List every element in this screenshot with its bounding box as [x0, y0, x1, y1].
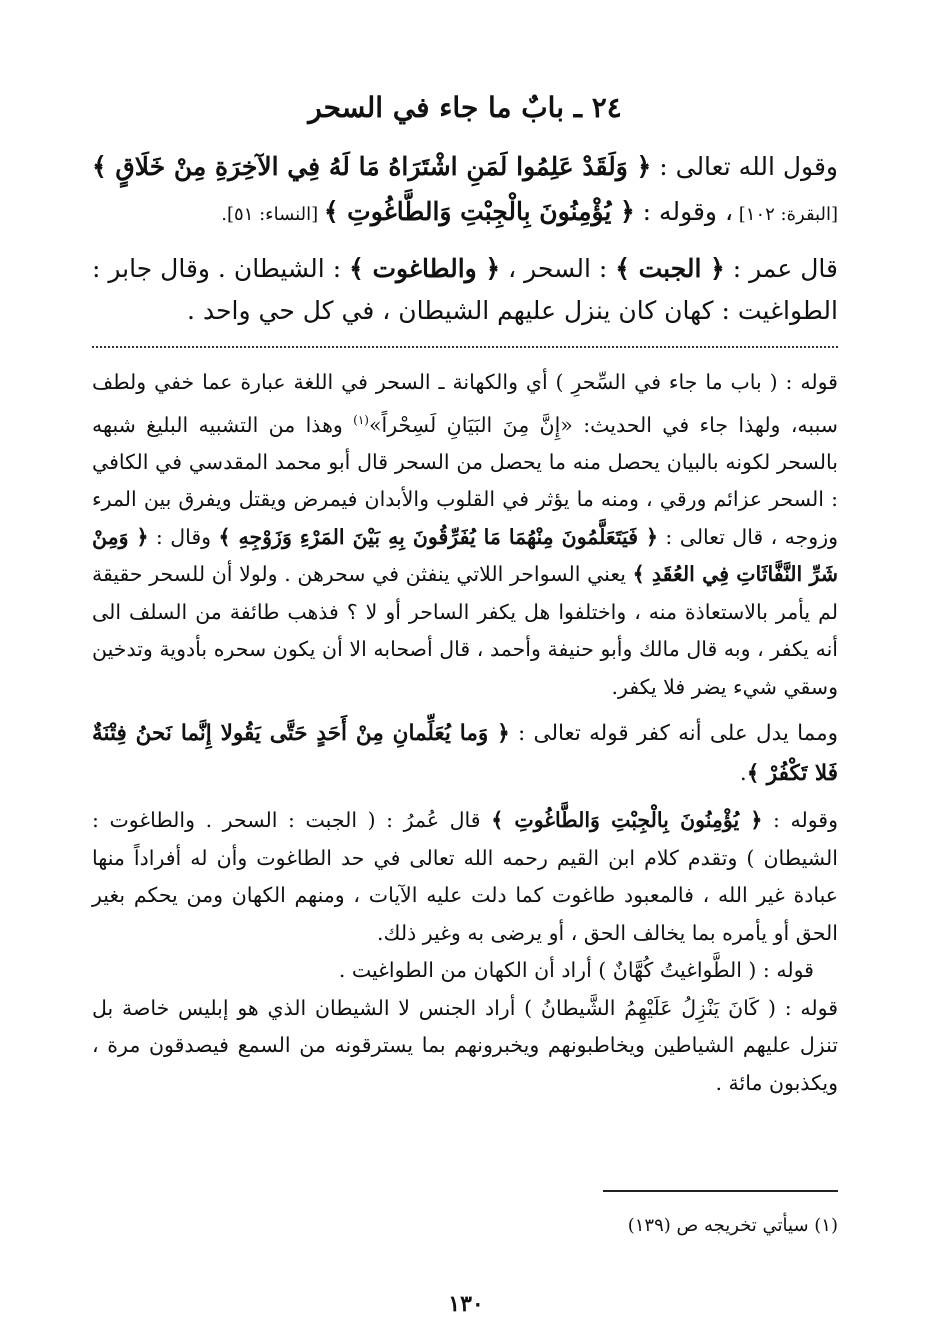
commentary-paragraph-1 [92, 364, 838, 706]
quoted-phrase: الطَّواغيتُ كُهَّانٌ [612, 958, 742, 983]
footnote-marker: (١) [353, 412, 369, 427]
commentary-text: ومما يدل على أنه كفر قوله تعالى : [509, 721, 838, 747]
matn-text: : السحر ، [500, 254, 616, 283]
matn-paragraph-2 [92, 248, 838, 332]
quran-ayah: ﴿ وَمِنْ شَرِّ النَّفَّاثَاتِ فِي العُقَدِ ﴾ [92, 524, 838, 587]
commentary-text: ) أراد أن الكهان من الطواغيت . [338, 958, 613, 983]
footnote: (١) سيأتي تخريجه ص (١٣٩) [627, 1215, 838, 1236]
matn-paragraph-1 [92, 146, 838, 236]
page-number: ١٣٠ [448, 1291, 484, 1317]
commentary-text: قوله : ( باب ما جاء في السِّحرِ ) أي والكهانة ـ السحر في اللغة عبارة عما خفي ولطف سببه، ولهذا جاء في الحديث: «إِنَّ مِنَ البَيَانِ لَسِحْراً» [92, 370, 838, 437]
commentary-paragraph-3 [92, 802, 838, 952]
commentary-paragraph-4 [92, 952, 838, 990]
quran-ayah: ﴿ وَما يُعَلِّمانِ مِنْ أَحَدٍ حَتَّى يَقُولا إِنَّما نَحنُ فِتْنَةٌ فَلا تَكْفُرْ ﴾ [92, 721, 838, 787]
commentary-text: قال عُمرُ : ( الجبت : السحر . والطاغوت : الشيطان ) وتقدم كلام ابن القيم رحمه الله تعالى في حد الطاغوت وأن له أفراداً منها عبادة غير الله ، فالمعبود طاغوت كما دلت عليه الآيات ، ومنهم الكهان ومن يحكم بغير الحق أو يأمره بما يخالف الحق ، أو يرضى به وغير ذلك. [92, 808, 838, 945]
commentary-text: قوله : ( [741, 958, 814, 983]
commentary-text: يعني السواحر اللاتي ينفثن في سحرهن . ولولا أن للسحر حقيقة لم يأمر بالاستعاذة منه ، واختلفوا هل يكفر الساحر أو لا ؟ فذهب طائفة من السلف الى أنه يكفر ، وبه قال مالك وأبو حنيفة وأحمد ، قال أصحابه الا أن يكون سحره بأدوية وتدخين وسقي شيء يضر فلا يكفر. [92, 562, 838, 699]
term-taghut: ﴿ والطاغوت ﴾ [349, 254, 501, 283]
quran-ayah: ﴿ فَيَتَعَلَّمُونَ مِنْهُمَا مَا يُفَرِّقُونَ بِهِ بَيْنَ المَرْءِ وَزَوْجِهِ ﴾ [218, 524, 659, 549]
matn-connector: ، وقوله : [634, 197, 734, 226]
matn-text: قال عمر : [724, 254, 839, 283]
footnote-separator [603, 1190, 838, 1192]
commentary-text: قوله : ( [759, 995, 838, 1020]
commentary-text: . [739, 761, 747, 787]
quran-ayah: ﴿ يُؤْمِنُونَ بِالْجِبْتِ وَالطَّاغُوتِ ﴾ [491, 808, 763, 833]
commentary-text: وقال : [148, 524, 219, 549]
term-jibt: ﴿ الجبت ﴾ [615, 254, 725, 283]
chapter-title: ٢٤ ـ بابٌ ما جاء في السحر [308, 91, 622, 124]
section-divider [92, 346, 838, 348]
page-body [92, 88, 838, 1102]
commentary-paragraph-2 [92, 714, 838, 794]
ayah-reference: [البقرة: ١٠٢] [733, 204, 838, 225]
commentary-paragraph-5 [92, 990, 838, 1103]
matn-text: : الشيطان . وقال جابر : الطواغيت : كهان كان ينزل عليهم الشيطان ، في كل حي واحد . [92, 254, 838, 325]
commentary-text: وقوله : [762, 808, 839, 833]
commentary-text: وهذا من التشبيه البليغ شبهه بالسحر لكونه بالبيان يحصل منه ما يحصل من السحر قال أبو محمد المقدسي في الكافي : السحر عزائم ورقي ، ومنه ما يؤثر في القلوب والأبدان فيمرض ويقتل ويفرق بين المرء وزوجه ، قال تعالى : [92, 412, 839, 549]
quran-ayah-nisa: ﴿ يُؤْمِنُونَ بِالْجِبْتِ وَالطَّاغُوتِ ﴾ [323, 197, 635, 226]
ayah-reference: [النساء: ٥١]. [221, 204, 324, 225]
matn-intro: وقول الله تعالى : [651, 152, 838, 181]
quran-ayah-baqarah: ﴿ وَلَقَدْ عَلِمُوا لَمَنِ اشْتَرَاهُ مَا لَهُ فِي الآخِرَةِ مِنْ خَلَاقٍ ﴾ [92, 152, 652, 181]
quoted-phrase: كَانَ يَنْزِلُ عَلَيْهِمُ الشَّيطانُ [540, 995, 760, 1020]
commentary-text: ) أراد الجنس لا الشيطان الذي هو إبليس خاصة بل تنزل عليهم الشياطين ويخاطبونهم ويخبرونهم بما يسترقونه من السمع فيصدقون مرة ، ويكذبون مائة . [92, 995, 838, 1095]
